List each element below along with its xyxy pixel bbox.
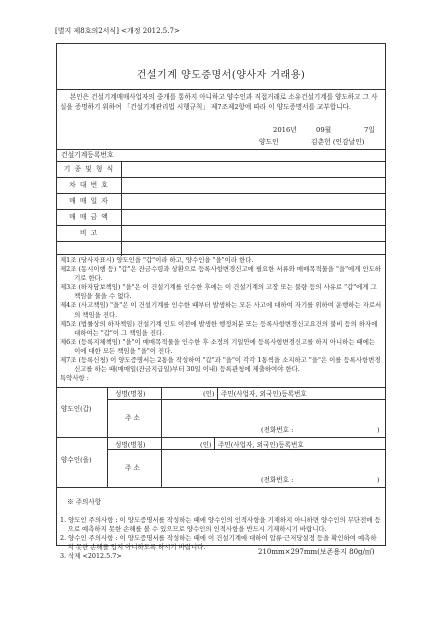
- signer-role: 양도인: [259, 138, 279, 146]
- column-divider: [107, 437, 108, 487]
- transferor-address-label: 주 소: [125, 414, 140, 422]
- column-divider: [214, 437, 215, 449]
- note-1: 1. 양도인 주의사항 : 이 양도증명서를 작성하는 때에 양수인의 인적사항을 기재하지 아니하면 양수인의 무단전매 등으로 예측하지 못한 손해를 볼 수 있으므로 양수인의 인적사항을 반드시 기재하시기 바랍니다.: [60, 516, 381, 534]
- article-5: 제5조 (법률상의 하자책임) 건설기계 인도 이전에 발생한 행정처분 또는 등록사항변경신고요건의 불비 등의 하자에 대하여는 "갑"이 그 책임을 진다.: [60, 319, 378, 337]
- type-model-label: 기 종 및 형 식: [63, 165, 115, 173]
- column-divider: [161, 449, 162, 487]
- form-header: [별지 제8호의2서식] <개정 2012.5.7>: [55, 27, 180, 35]
- divider: [57, 177, 385, 178]
- column-divider: [107, 387, 108, 437]
- transferee-phone: (전화번호 :: [261, 476, 294, 484]
- divider: [57, 209, 385, 210]
- divider: [57, 149, 385, 150]
- special-terms-label: 특약사항 :: [60, 374, 89, 383]
- article-4: 제4조 (사고책임) "을"은 이 건설기계를 인수한 때부터 발생하는 모든 사고에 대하여 자기를 위하여 운행하는 자로서의 책임을 진다.: [60, 301, 382, 319]
- divider: [57, 241, 385, 242]
- column-divider: [161, 437, 162, 449]
- contract-articles: [60, 256, 382, 383]
- date-year: 2016년: [273, 126, 297, 134]
- divider: [57, 193, 385, 194]
- transferor-name-label: 성명(명칭): [115, 390, 146, 398]
- transferor-phone-close: ): [377, 426, 380, 434]
- column-divider: [217, 387, 218, 399]
- date-month: 09월: [316, 126, 332, 134]
- note-2: 2. 양수인 주의사항 : 이 양도증명서를 작성하는 때에 이 건설기계에 대하여 압류·근저당설정 등을 확인하여 예측하지 못한 손해를 입지 아니하도록 하시기 바랍니다.: [60, 534, 377, 552]
- article-6: 제6조 (등록지체책임) "을"이 매매목적물을 인수한 후 소정의 기일안에 등록사항변경신고를 하지 아니하는 때에는 이에 대한 모든 책임을 "을"이 진다.: [60, 337, 376, 355]
- article-3: 제3조 (하자담보책임) "을"은 이 건설기계를 인수한 후에는 이 건설기계의 고장 또는 불량 등의 사유로 "갑"에게 그 책임을 물을 수 없다.: [60, 283, 377, 301]
- divider: [107, 449, 385, 450]
- document-title: 건설기계 양도증명서(양사자 거래용): [136, 70, 306, 81]
- article-1: 제1조 (당사자표시) 양도인을 "갑"이라 하고, 양수인을 "을"이라 한다.: [60, 256, 254, 264]
- divider: [107, 399, 385, 400]
- remarks-label: 비 고: [79, 229, 99, 237]
- transferee-name-label: 성명(명칭): [115, 441, 146, 449]
- transferee-id-label: 주민(사업자, 외국인)등록번호: [218, 441, 304, 449]
- divider: [57, 487, 385, 488]
- date-day: 7일: [364, 126, 375, 134]
- sale-date-label: 매 매 일 자: [69, 197, 109, 205]
- notes-title: ※ 주의사항: [67, 498, 102, 506]
- sale-amount-label: 매 매 금 액: [69, 213, 109, 221]
- transferor-phone: (전화번호 :: [261, 426, 294, 434]
- transferee-seal: (인): [200, 441, 212, 449]
- divider: [57, 225, 385, 226]
- divider: [57, 161, 385, 162]
- article-2: 제2조 (동시이행 등) "갑"은 잔금수령과 상환으로 등록사항변경신고에 필요한 서류와 매매목적물을 "을"에게 인도하기로 한다.: [60, 265, 381, 283]
- column-divider: [161, 399, 162, 437]
- article-7: 제7조 (등록신청) 이 양도증명서는 2통을 작성하여 "갑"과 "을"이 각각 1통씩을 소지하고 "을"은 이를 등록사항변경신고를 하는 때(매매일(잔금지급일)부터 30일 이내) 등록관청에 제출하여야 한다.: [60, 356, 381, 374]
- signer-name: 김춘헌 (인감날인): [311, 138, 365, 146]
- divider: [57, 254, 385, 255]
- transferee-label: 양수인(을): [61, 456, 92, 464]
- intro-paragraph: 본인은 건설기계매매사업자의 중개를 통하지 아니하고 양수인과 직접거래로 소유건설기계를 양도하고 그 사실을 증명하기 위하여 「건설기계관리법 시행규칙」 제7조제2항에 따라 이 양도증명서를 교부합니다.: [60, 93, 378, 111]
- column-divider: [161, 387, 162, 399]
- transferor-seal: (인): [203, 390, 215, 398]
- chassis-no-label: 차 대 번 호: [69, 181, 109, 189]
- registration-no-label: 건설기계등록번호: [61, 151, 114, 159]
- note-3: 3. 삭제 <2012.5.7>: [60, 552, 122, 561]
- transferee-phone-close: ): [377, 476, 380, 484]
- transferee-address-label: 주 소: [125, 464, 140, 472]
- transferor-id-label: 주민(사업자, 외국인)등록번호: [221, 390, 307, 398]
- divider: [57, 89, 385, 90]
- paper-spec-footer: 210mm×297mm(보존용지 80g/㎡): [258, 548, 375, 556]
- transferor-label: 양도인(갑): [61, 405, 92, 413]
